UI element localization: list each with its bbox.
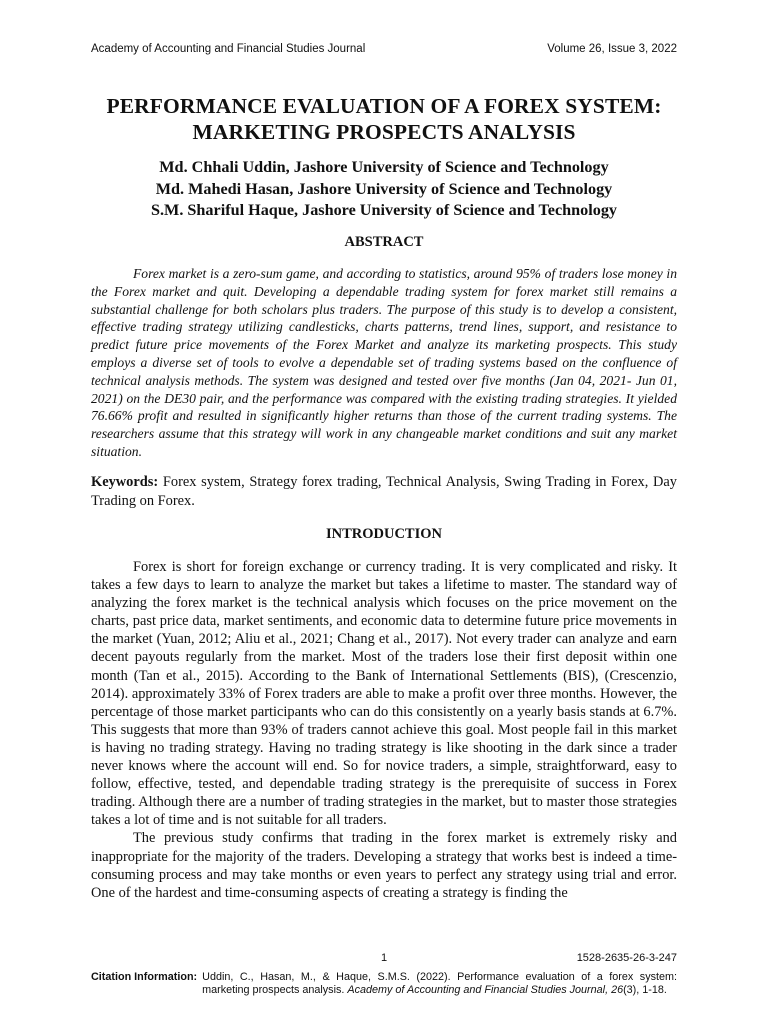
author-3: S.M. Shariful Haque, Jashore University of Science and Technology — [150, 201, 618, 219]
citation-text — [202, 971, 677, 997]
title-line-1: PERFORMANCE EVALUATION OF A FOREX SYSTEM: — [106, 94, 662, 118]
introduction-body — [91, 558, 677, 902]
title-line-2: MARKETING PROSPECTS ANALYSIS — [192, 120, 576, 144]
keywords — [91, 473, 677, 510]
intro-paragraph-1: Forex is short for foreign exchange or currency trading. It is very complicated and risky. It takes a few days to learn to analyze the market but takes a lifetime to master. The standard way of analyzing the forex market is the technical analysis which focuses on the price movement on the charts, past price data, market sentiments, and economic data to determine future price movements in the market (Yuan, 2012; Aliu et al., 2021; Chang et al., 2017). Not every trader can analyze and earn decent payouts regularly from the market. Most of the traders lose their first deposit within one month (Tan et al., 2015). According to the Bank of International Settlements (BIS), (Crescenzio, 2014). approximately 33% of Forex traders are able to make a profit over three months. However, the percentage of those market participants who can do this consistently on a yearly basis stands at 6.7%. This suggests that more than 93% of traders cannot achieve this goal. Most people fail in this market is having no trading strategy. Having no trading strategy is like shooting in the dark since a trader never knows where the account will end. So for novice traders, a simple, straightforward, easy to follow, effective, tested, and dependable trading strategy is the prerequisite of success in Forex trading. Although there are a number of trading strategies in the market, but to master those strategies takes a lot of time and is not suitable for all traders. — [91, 559, 677, 829]
abstract-heading: ABSTRACT — [344, 234, 424, 250]
author-1: Md. Chhali Uddin, Jashore University of Science and Technology — [159, 158, 609, 176]
document-id: 1528-2635-26-3-247 — [576, 952, 677, 964]
page-number: 1 — [380, 952, 388, 964]
author-2: Md. Mahedi Hasan, Jashore University of Science and Technology — [155, 179, 613, 198]
citation-authors: Uddin, C., Hasan, M., & Haque, S.M.S. (2022). Performance evaluation of a forex system: marketing prospects analysis. — [202, 971, 677, 996]
abstract-text: Forex market is a zero-sum game, and according to statistics, around 95% of traders lose money in the Forex market and quit. Developing a dependable trading system for forex market still remains a substantial challenge for both scholars plus traders. The purpose of this study is to develop a consistent, effective trading strategy utilizing candlesticks, charts patterns, trend lines, support, and resistance to predict future price movements of the Forex Market and analyze its marketing prospects. This study employs a diverse set of tools to evolve a dependable set of trading systems based on the confluence of technical analysis methods. The system was designed and tested over five months (Jan 04, 2021- Jun 01, 2021) on the DE30 pair, and the performance was compared with the existing trading strategies. It yielded 76.66% profit and resulted in significantly higher returns than those of the current trading systems. The researchers assume that this strategy will work in any changeable market conditions and suit any market situation. — [91, 266, 677, 459]
author-list — [60, 157, 708, 222]
keywords-label: Keywords: — [91, 474, 159, 490]
citation-label: Citation Information: — [91, 971, 198, 983]
volume-issue: Volume 26, Issue 3, 2022 — [547, 43, 677, 55]
intro-paragraph-2: The previous study confirms that trading in the forex market is extremely risky and inappropriate for the majority of the traders. Developing a strategy that works best is indeed a time-consuming process and may take months or even years to perfect any strategy using trial and error. One of the hardest and time-consuming aspects of creating a strategy is finding the — [91, 830, 677, 901]
journal-name: Academy of Accounting and Financial Studies Journal — [91, 43, 366, 55]
running-header — [91, 43, 677, 55]
paper-title — [60, 93, 708, 145]
citation-journal: Academy of Accounting and Financial Studies Journal, 26 — [347, 984, 624, 996]
citation-information — [91, 971, 677, 997]
citation-pages: (3), 1-18. — [623, 984, 667, 996]
introduction-heading: INTRODUCTION — [325, 526, 442, 542]
keywords-text: Forex system, Strategy forex trading, Technical Analysis, Swing Trading in Forex, Day Trading on Forex. — [91, 474, 677, 509]
